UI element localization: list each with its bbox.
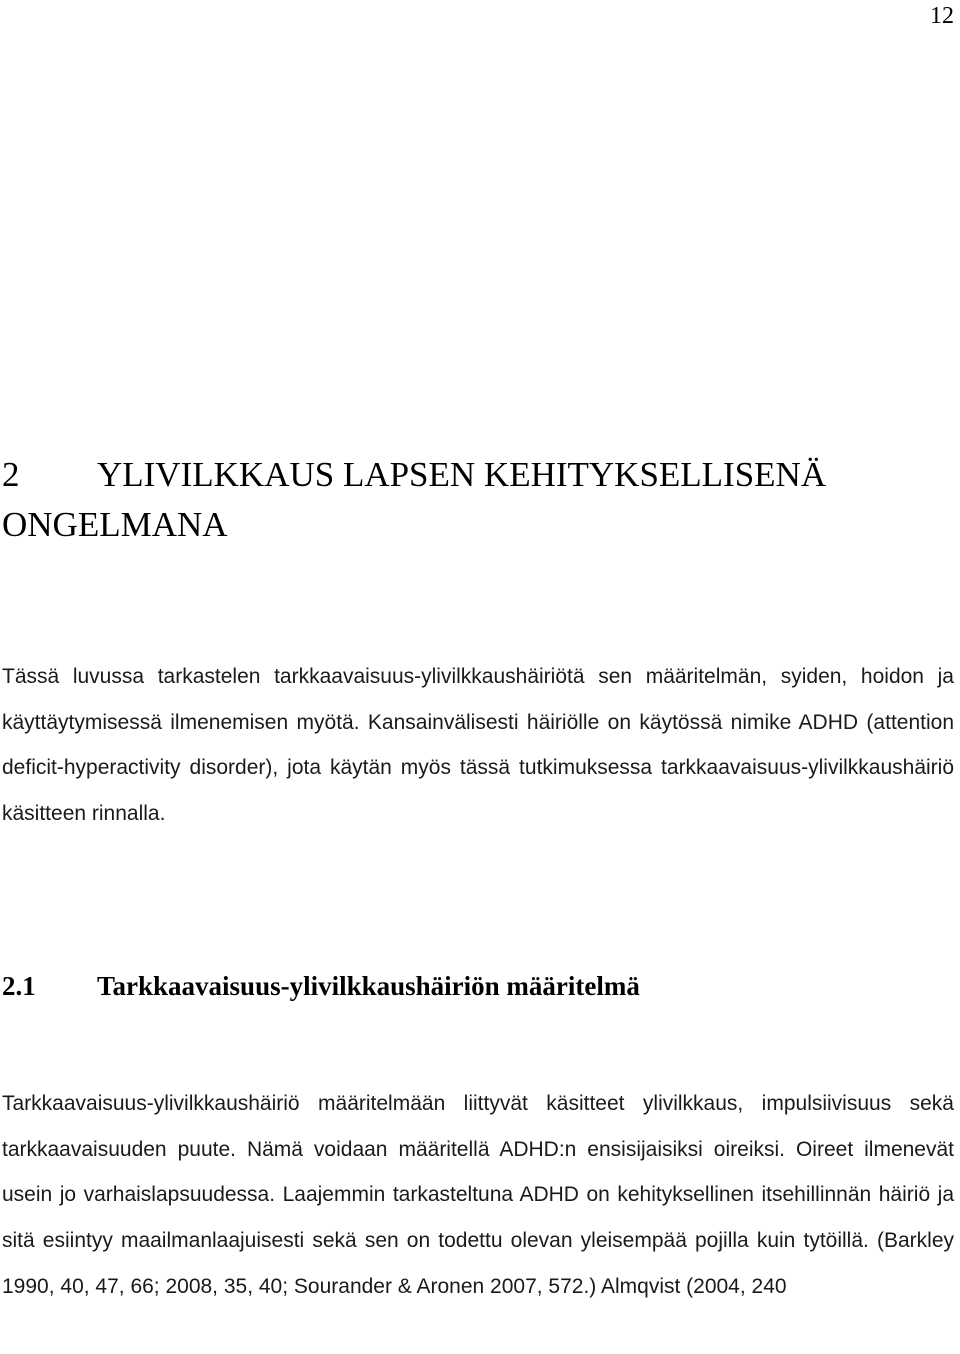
section-number: 2.1 <box>2 971 36 1001</box>
page-number: 12 <box>930 3 954 29</box>
chapter-number: 2 <box>2 455 20 494</box>
chapter-title: YLIVILKKAUS LAPSEN KEHITYKSELLISENÄ ONGELMANA <box>2 455 827 544</box>
section-heading <box>2 966 952 1006</box>
intro-paragraph: Tässä luvussa tarkastelen tarkkaavaisuus-ylivilkkaushäiriötä sen määritelmän, syiden, hoidon ja käyttäytymisessä ilmenemisen myötä. Kansainvälisesti häiriölle on käytössä nimike ADHD (attention deficit-hyperactivity disorder), jota käytän myös tässä tutkimuksessa tarkkaavaisuus-ylivilkkaushäiriö käsitteen rinnalla. <box>2 665 954 825</box>
chapter-heading <box>2 450 952 550</box>
section-title: Tarkkaavaisuus-ylivilkkaushäiriön määritelmä <box>97 971 640 1001</box>
section-paragraph: Tarkkaavaisuus-ylivilkkaushäiriö määritelmään liittyvät käsitteet ylivilkkaus, impulsiivisuus sekä tarkkaavaisuuden puute. Nämä voidaan määritellä ADHD:n ensisijaisiksi oireiksi. Oireet ilmenevät usein jo varhaislapsuudessa. Laajemmin tarkasteltuna ADHD on kehityksellinen itsehillinnän häiriö ja sitä esiintyy maailmanlaajuisesti sekä sen on todettu olevan yleisempää pojilla kuin tytöillä. (Barkley 1990, 40, 47, 66; 2008, 35, 40; Sourander & Aronen 2007, 572.) Almqvist (2004, 240 <box>2 1092 954 1298</box>
